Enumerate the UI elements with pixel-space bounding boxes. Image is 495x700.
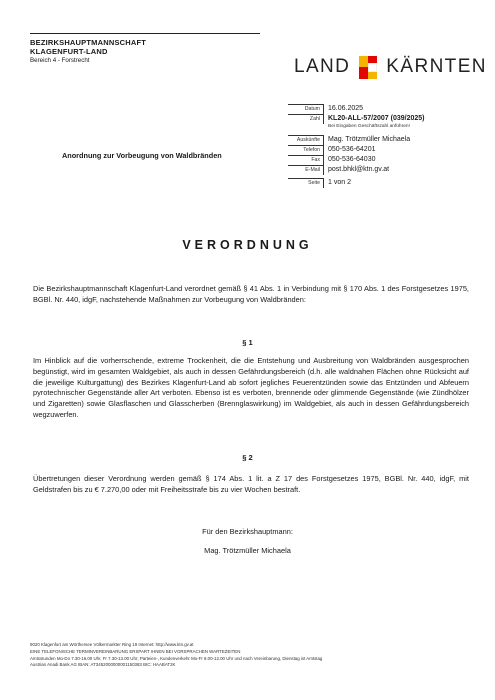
page-label: Seite [288,178,324,188]
section-2-heading: § 2 [242,453,253,462]
subject-line: Anordnung zur Vorbeugung von Waldbränden [62,151,222,160]
phone-value: 050-536-64201 [328,146,376,153]
authority-name-line2: KLAGENFURT-LAND [30,47,108,56]
footer-hours: Amtsstunden Mo-Do 7.30-16.00 Uhr, Fr 7.30-13.00 Uhr; Parteien-, Kundenverkehr Mo-Fr 8.00-12.00 Uhr und nach Vereinbarung, Dienstag ist Amtstag [30,655,323,661]
section-1-text: Im Hinblick auf die vorherrschende, extreme Trockenheit, die die Entstehung und Ausbreitung von Waldbränden ausgesprochen begünstigt, wird im gesamten Waldgebiet, als auch in dessen Gefährdungsbereich (d.h. alle waldnahen Flächen ohne Rücksicht auf die jeweilige Kulturgattung) des Bezirkes Klagenfurt-Land ab sofort jegliches Feuerentzünden sowie das Entzünden und Abfeuern pyrotechnischer Gegenstände aller Art verboten. Ebenso ist es verboten, brennende oder glimmende Gegenstände (wie Zündhölzer und Zigaretten) sowie Glasflaschen und Glasscherben (Brennglaswirkung) im Waldgebiet, als auch in dessen Gefährdungsbereich wegzuwerfen. [33,356,469,419]
contact-label: Auskünfte [288,135,324,145]
meta-contact-row [288,135,478,145]
footer [30,642,470,669]
email-label: E-Mail [288,165,324,175]
land-kaernten-logo [294,52,487,82]
email-value[interactable]: post.bhkl@ktn.gv.at [328,166,390,173]
reference-value: KL20-ALL-57/2007 (039/2025) [328,115,425,122]
carinthia-emblem-icon [359,56,377,79]
date-value: 16.06.2025 [328,105,364,112]
authority-block [30,33,260,65]
date-label: Datum [288,104,324,114]
authority-name-line1: BEZIRKSHAUPTMANNSCHAFT [30,38,147,47]
page-value: 1 von 2 [328,179,351,186]
meta-email-row [288,165,478,175]
reference-label: Zahl [288,114,324,124]
logo-text-left: LAND [294,56,351,77]
section-2-text: Übertretungen dieser Verordnung werden gemäß § 174 Abs. 1 lit. a Z 17 des Forstgesetzes 1975, BGBl. Nr. 440, idgF, mit Geldstrafen bis zu € 7.270,00 oder mit Freiheitsstrafe bis zu vier Wochen bestraft. [33,474,469,494]
header-rule [30,33,260,34]
intro-paragraph: Die Bezirkshauptmannschaft Klagenfurt-Land verordnet gemäß § 41 Abs. 1 in Verbindung mit § 170 Abs. 1 des Forstgesetzes 1975, BGBl. Nr. 440, idgF, nachstehende Maßnahmen zur Vorbeugung von Waldbränden: [33,284,469,304]
footer-notice: EINE TELEFONISCHE TERMINVEREINBARUNG ERSPART IHNEN BEI VORSPRACHEN WARTEZEITEN [30,648,241,654]
meta-page-row [288,178,478,188]
meta-fax-row [288,155,478,165]
signature-line-1: Für den Bezirkshauptmann: [202,527,293,536]
department: Bereich 4 - Forstrecht [30,57,90,64]
logo-text-right: KÄRNTEN [386,56,487,77]
phone-label: Telefon [288,145,324,155]
meta-date-row [288,104,478,114]
fax-label: Fax [288,155,324,165]
signature-name: Mag. Trötzmüller Michaela [204,546,291,555]
document-title: VERORDNUNG [182,238,313,252]
meta-phone-row [288,145,478,155]
fax-value: 050-536-64030 [328,156,376,163]
footer-bank: Austrian Anadi Bank AG IBAN: AT3452000000001150383 BIC: HAABAT2K [30,662,176,668]
reference-note: Bei Eingaben Geschäftszahl anführen! [328,124,410,129]
document-meta [288,104,478,188]
contact-value: Mag. Trötzmüller Michaela [328,136,411,143]
footer-address: 9020 Klagenfurt am Wörthersee Völkermarkter Ring 19 Internet: http://www.ktn.gv.at [30,642,194,647]
section-1-heading: § 1 [242,338,253,347]
